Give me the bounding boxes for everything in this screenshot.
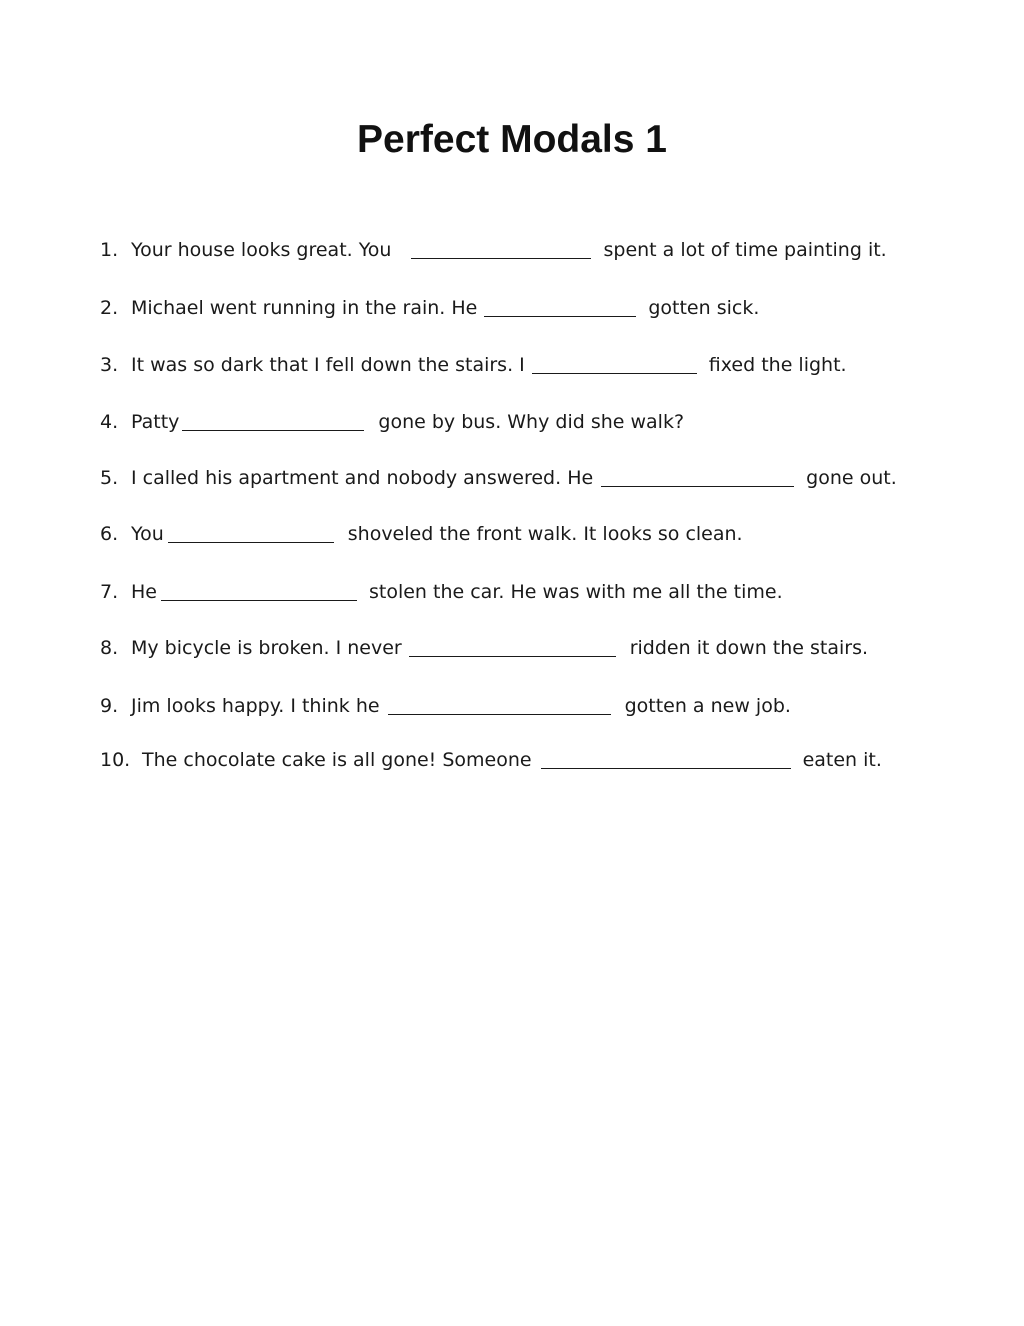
question-text-after: stolen the car. He was with me all the time. xyxy=(368,581,783,603)
question-5 xyxy=(100,464,897,492)
question-text-before: He xyxy=(131,581,157,603)
question-text-before: Your house looks great. You xyxy=(131,239,392,261)
question-text-after: gotten sick. xyxy=(648,297,760,319)
question-number: 9. xyxy=(100,695,119,717)
question-text-after: gone by bus. Why did she walk? xyxy=(378,411,685,433)
question-text-before: Michael went running in the rain. He xyxy=(131,297,478,319)
question-text-before: I called his apartment and nobody answered. He xyxy=(131,467,594,489)
page-title: Perfect Modals 1 xyxy=(357,118,667,161)
question-number: 4. xyxy=(100,411,119,433)
question-number: 10. xyxy=(100,749,131,771)
question-number: 7. xyxy=(100,581,119,603)
question-number: 5. xyxy=(100,467,119,489)
question-9 xyxy=(100,692,791,720)
question-3 xyxy=(100,351,847,379)
answer-blank[interactable] xyxy=(168,522,334,543)
question-10 xyxy=(100,746,882,774)
question-text-after: ridden it down the stairs. xyxy=(629,637,869,659)
answer-blank[interactable] xyxy=(161,580,357,601)
answer-blank[interactable] xyxy=(411,238,591,259)
answer-blank[interactable] xyxy=(484,296,636,317)
answer-blank[interactable] xyxy=(541,748,791,769)
answer-blank[interactable] xyxy=(409,636,616,657)
question-1 xyxy=(100,236,887,264)
answer-blank[interactable] xyxy=(601,466,794,487)
question-text-after: gotten a new job. xyxy=(624,695,791,717)
question-text-after: gone out. xyxy=(806,467,897,489)
question-4 xyxy=(100,408,684,436)
question-8 xyxy=(100,634,868,662)
question-number: 8. xyxy=(100,637,119,659)
question-text-after: shoveled the front walk. It looks so clean. xyxy=(347,523,743,545)
question-number: 1. xyxy=(100,239,119,261)
question-text-after: eaten it. xyxy=(802,749,882,771)
question-text-after: spent a lot of time painting it. xyxy=(603,239,887,261)
question-text-before: My bicycle is broken. I never xyxy=(131,637,402,659)
question-number: 6. xyxy=(100,523,119,545)
question-text-before: Patty xyxy=(131,411,180,433)
question-6 xyxy=(100,520,743,548)
question-2 xyxy=(100,294,759,322)
question-7 xyxy=(100,578,783,606)
question-text-before: Jim looks happy. I think he xyxy=(131,695,380,717)
question-number: 2. xyxy=(100,297,119,319)
question-text-before: It was so dark that I fell down the stairs. I xyxy=(131,354,525,376)
question-text-before: You xyxy=(131,523,164,545)
question-text-before: The chocolate cake is all gone! Someone xyxy=(142,749,532,771)
question-text-after: fixed the light. xyxy=(708,354,847,376)
answer-blank[interactable] xyxy=(532,353,697,374)
answer-blank[interactable] xyxy=(182,410,364,431)
question-number: 3. xyxy=(100,354,119,376)
answer-blank[interactable] xyxy=(388,694,611,715)
